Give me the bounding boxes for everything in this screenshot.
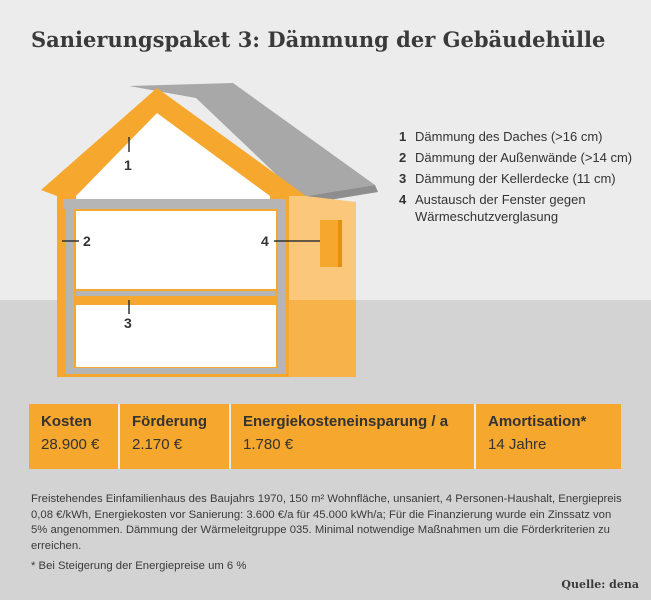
footnote: * Bei Steigerung der Energiepreise um 6 % (31, 560, 247, 572)
cellar-ceiling-insulation (76, 296, 276, 305)
side-wall-lower (289, 300, 356, 377)
cost-value: 2.170 € (132, 436, 183, 453)
legend-text: Dämmung des Daches (>16 cm) (415, 129, 603, 144)
house-label-3: 3 (124, 315, 132, 331)
house-label-1: 1 (124, 157, 132, 173)
house-label-4: 4 (261, 233, 269, 249)
cost-value: 1.780 € (243, 436, 294, 453)
interior-floor-lower (76, 305, 276, 367)
source-credit: Quelle: dena (561, 578, 639, 591)
assumptions-note: Freistehendes Einfamilienhaus des Baujahrs 1970, 150 m² Wohnfläche, unsaniert, 4 Personen-Haushalt, Energiepreis 0,08 €/kWh, Energiekosten vor Sanierung: 3.600 €/a für 45.000 kWh/a; Für die Finanzierung wurde ein Zinssatz von 5% angenommen. Dämmung der Wärmeleitgruppe 035. Minimal notwendige Maßnahmen um die Förderkriterien zu erreichen. (31, 493, 622, 552)
cellar-ceiling-slab (76, 291, 276, 296)
legend-text: Austausch der Fenster gegen Wärmeschutzverglasung (415, 192, 586, 224)
window-frame (338, 220, 342, 267)
legend-num: 3 (399, 171, 407, 186)
outer-wall-left (66, 200, 74, 368)
legend-item-2 (399, 149, 639, 166)
cost-cell-kosten (29, 404, 120, 469)
house-label-2: 2 (83, 233, 91, 249)
legend-num: 4 (399, 192, 407, 207)
cost-label: Amortisation* (488, 413, 587, 430)
basement-floor (66, 368, 286, 374)
cost-cell-einsparung (231, 404, 476, 469)
legend-num: 1 (399, 129, 407, 144)
legend-item-4 (399, 191, 639, 225)
legend-item-1 (399, 128, 639, 145)
cost-label: Kosten (41, 413, 92, 430)
outer-wall-right (278, 200, 286, 368)
page-title: Sanierungspaket 3: Dämmung der Gebäudehülle (31, 27, 606, 52)
cost-cell-foerderung (120, 404, 231, 469)
cost-label: Förderung (132, 413, 207, 430)
cost-value: 14 Jahre (488, 436, 547, 453)
interior-floor-upper (76, 211, 276, 289)
cost-label: Energiekosteneinsparung / a (243, 413, 449, 430)
legend-num: 2 (399, 150, 407, 165)
legend-text: Dämmung der Außenwände (>14 cm) (415, 150, 633, 165)
cost-cell-amortisation (476, 404, 621, 469)
legend-item-3 (399, 170, 639, 187)
cost-value: 28.900 € (41, 436, 100, 453)
cost-table (29, 404, 621, 469)
attic-floor-slab (63, 199, 285, 209)
legend (399, 128, 639, 229)
legend-text: Dämmung der Kellerdecke (11 cm) (415, 171, 616, 186)
